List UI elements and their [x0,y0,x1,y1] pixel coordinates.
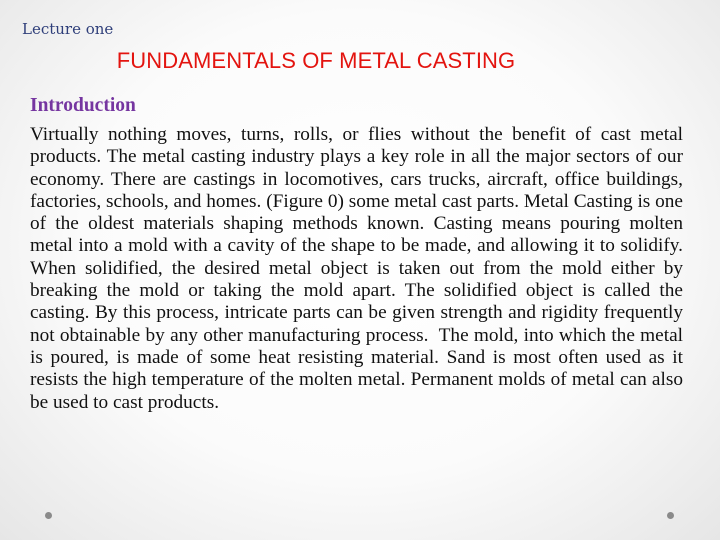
body-paragraph: Virtually nothing moves, turns, rolls, or flies without the benefit of cast metal products. The metal casting industry plays a key role in all the major sectors of our economy. There are castings in locomotives, cars trucks, aircraft, office buildings, factories, schools, and homes. (Figure 0) some metal cast parts. Metal Casting is one of the oldest materials shaping methods known. Casting means pouring molten metal into a mold with a cavity of the shape to be made, and allowing it to solidify. When solidified, the desired metal object is taken out from the mold either by breaking the mold or taking the mold apart. The solidified object is called the casting. By this process, intricate parts can be given strength and rigidity frequently not obtainable by any other manufacturing process. The mold, into which the metal is poured, is made of some heat resisting material. Sand is most often used as it resists the high temperature of the molten metal. Permanent molds of metal can also be used to cast products. [30,124,688,413]
slide-title: FUNDAMENTALS OF METAL CASTING [116,48,516,73]
section-heading: Introduction [30,95,136,116]
bottom-right-dot [667,512,674,519]
lecture-label: Lecture one [22,20,114,38]
bottom-left-dot [45,512,52,519]
